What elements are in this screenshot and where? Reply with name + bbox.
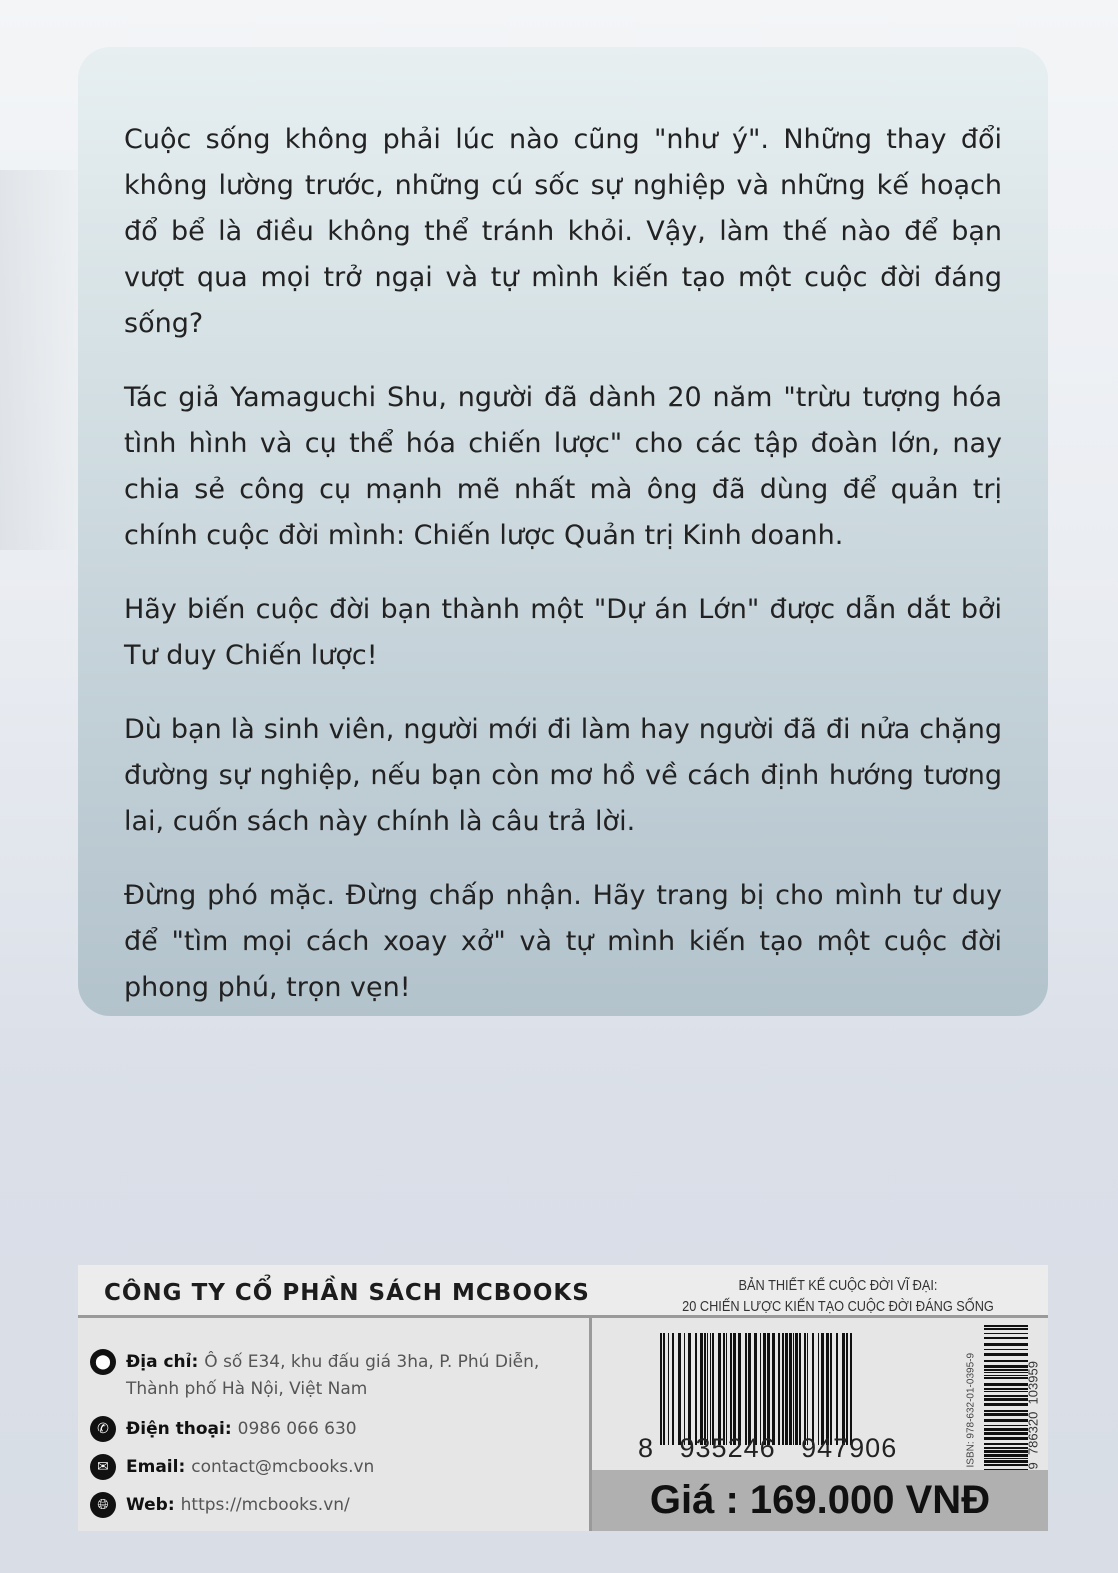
- background-shape: [0, 170, 90, 550]
- barcode-bar: [707, 1333, 708, 1445]
- barcode-bar: [984, 1391, 1028, 1392]
- barcode-bar: [748, 1333, 751, 1445]
- barcode-bar: [984, 1325, 1028, 1327]
- barcode-bar: [984, 1333, 1028, 1334]
- paragraph: Hãy biến cuộc đời bạn thành một "Dự án Lớn" được dẫn dắt bởi Tư duy Chiến lược!: [124, 594, 1002, 671]
- barcode-bar: [818, 1333, 819, 1445]
- location-pin-icon: ⬤: [90, 1349, 116, 1375]
- barcode-digits: 8 935246 947906: [638, 1433, 898, 1463]
- barcode-bar: [984, 1377, 1028, 1379]
- barcode-bar: [767, 1333, 770, 1445]
- barcode-bar: [712, 1333, 714, 1445]
- barcode-bar: [710, 1333, 711, 1445]
- barcode-bar: [763, 1333, 766, 1445]
- isbn-text: ISBN: 978-632-01-0395-9: [965, 1352, 977, 1468]
- isbn-digits: 9 786320 103959: [1025, 1361, 1041, 1470]
- barcode-bar: [754, 1333, 757, 1445]
- barcode-bar: [772, 1333, 775, 1445]
- barcode-bar: [785, 1333, 788, 1445]
- barcode-bar: [723, 1333, 725, 1445]
- barcode-bar: [984, 1337, 1028, 1339]
- barcode-bar: [842, 1333, 845, 1445]
- paragraph: Dù bạn là sinh viên, người mới đi làm hay người đã đi nửa chặng đường sự nghiệp, nếu bạn còn mơ hồ về cách định hướng tương lai, cuốn sách này chính là câu trả lời.: [124, 714, 1002, 837]
- paragraph: Tác giả Yamaguchi Shu, người đã dành 20 năm "trừu tượng hóa tình hình và cụ thể hóa chiến lược" cho các tập đoàn lớn, nay chia sẻ công cụ mạnh mẽ nhất mà ông đã dùng để quản trị chính cuộc đời mình: Chiến lược Quản trị Kinh doanh.: [124, 382, 1002, 551]
- price-label: Giá : 169.000 VNĐ: [592, 1470, 1048, 1531]
- barcode-bar: [984, 1447, 1028, 1449]
- globe-icon: 🌐︎: [90, 1492, 116, 1518]
- barcode-bar: [984, 1398, 1028, 1401]
- info-header: [78, 1265, 1048, 1318]
- barcode-bar: [663, 1333, 665, 1445]
- barcode-bar: [984, 1443, 1028, 1445]
- barcode-bar: [984, 1437, 1028, 1440]
- barcode-bar: [684, 1333, 685, 1445]
- barcode-bar: [984, 1419, 1028, 1422]
- barcode-bar: [760, 1333, 761, 1445]
- barcode-bar: [984, 1349, 1028, 1350]
- barcode-bar: [821, 1333, 824, 1445]
- barcode-bar: [836, 1333, 838, 1445]
- barcode-bar: [700, 1333, 703, 1445]
- barcode-bar: [984, 1328, 1028, 1330]
- barcode-bar: [738, 1333, 741, 1445]
- book-title-line: 20 CHIẾN LƯỢC KIẾN TẠO CUỘC ĐỜI ĐÁNG SỐNG: [682, 1298, 994, 1315]
- barcode-bar: [688, 1333, 691, 1445]
- phone-icon: ✆: [90, 1416, 116, 1442]
- address-value: Ô số E34, khu đấu giá 3ha, P. Phú Diễn, Thành phố Hà Nội, Việt Nam: [126, 1352, 540, 1399]
- barcode-bar: [984, 1410, 1028, 1412]
- barcode-bar: [778, 1333, 780, 1445]
- barcode-bar: [984, 1428, 1028, 1431]
- barcode-bar: [807, 1333, 808, 1445]
- address-row: [90, 1349, 570, 1403]
- book-title-line: BẢN THIẾT KẾ CUỘC ĐỜI VĨ ĐẠI:: [738, 1277, 938, 1294]
- barcode-bar: [789, 1333, 792, 1445]
- email-row: [90, 1454, 374, 1481]
- address-label: Địa chỉ:: [126, 1352, 199, 1372]
- barcode-bar: [718, 1333, 721, 1445]
- barcode-bar: [984, 1383, 1028, 1386]
- barcode-bar: [984, 1425, 1028, 1426]
- web-row: [90, 1492, 350, 1519]
- barcode-bar: [704, 1333, 706, 1445]
- email-label: Email:: [126, 1457, 186, 1477]
- barcode-bar: [830, 1333, 832, 1445]
- publisher-name: CÔNG TY CỔ PHẦN SÁCH MCBOOKS: [104, 1280, 590, 1306]
- barcode-bar: [668, 1333, 669, 1445]
- phone-row: [90, 1416, 357, 1443]
- barcode-bar: [984, 1388, 1028, 1390]
- barcode-bar: [804, 1333, 806, 1445]
- barcode-bar: [984, 1413, 1028, 1416]
- barcode-bar: [984, 1464, 1028, 1466]
- paragraph: Cuộc sống không phải lúc nào cũng "như ý". Những thay đổi không lường trước, những cú sốc sự nghiệp và những kế hoạch đổ bể là điều không thể tránh khỏi. Vậy, làm thế nào để bạn vượt qua mọi trở ngại và tự mình kiến tạo một cuộc đời đáng sống?: [124, 124, 1002, 339]
- barcode-bar: [850, 1333, 852, 1445]
- barcode-bar: [695, 1333, 697, 1445]
- barcode-bar: [984, 1372, 1028, 1373]
- email-value: contact@mcbooks.vn: [191, 1457, 375, 1477]
- barcode-bar: [984, 1375, 1028, 1376]
- publisher-info-box: [78, 1265, 1048, 1531]
- barcode-bar: [984, 1460, 1028, 1463]
- barcode-bar: [984, 1353, 1028, 1356]
- barcode-bar: [672, 1333, 674, 1445]
- barcode-bar: [984, 1458, 1028, 1459]
- barcode-bar: [826, 1333, 829, 1445]
- barcode-bar: [984, 1343, 1028, 1346]
- barcode-bar: [984, 1360, 1028, 1362]
- barcode-bar: [984, 1369, 1028, 1371]
- barcode-bar: [782, 1333, 784, 1445]
- barcode-bar: [984, 1450, 1028, 1453]
- description-text: [124, 117, 1002, 1039]
- barcode-bar: [984, 1454, 1028, 1457]
- phone-value: 0986 066 630: [237, 1419, 357, 1439]
- barcode-bar: [730, 1333, 732, 1445]
- barcode-bar: [795, 1333, 798, 1445]
- web-value: https://mcbooks.vn/: [180, 1495, 350, 1515]
- barcode-bar: [733, 1333, 736, 1445]
- web-label: Web:: [126, 1495, 175, 1515]
- email-icon: ✉: [90, 1454, 116, 1480]
- phone-label: Điện thoại:: [126, 1419, 232, 1439]
- barcode-bar: [799, 1333, 801, 1445]
- barcode-bar: [726, 1333, 727, 1445]
- barcode-bar: [678, 1333, 681, 1445]
- barcode-bar: [812, 1333, 814, 1445]
- isbn-barcode: [948, 1325, 1041, 1475]
- barcode-bar: [984, 1432, 1028, 1435]
- barcode-bar: [745, 1333, 747, 1445]
- barcode-bar: [984, 1365, 1028, 1368]
- book-title: [668, 1275, 1008, 1317]
- barcode-bar: [793, 1333, 794, 1445]
- barcode-bar: [984, 1403, 1028, 1406]
- paragraph: Đừng phó mặc. Đừng chấp nhận. Hãy trang bị cho mình tư duy để "tìm mọi cách xoay xở" và tự mình kiến tạo một cuộc đời phong phú, trọn vẹn!: [124, 880, 1002, 1003]
- barcode-bar: [660, 1333, 662, 1445]
- barcode-bar: [984, 1395, 1028, 1397]
- barcode-bar: [846, 1333, 848, 1445]
